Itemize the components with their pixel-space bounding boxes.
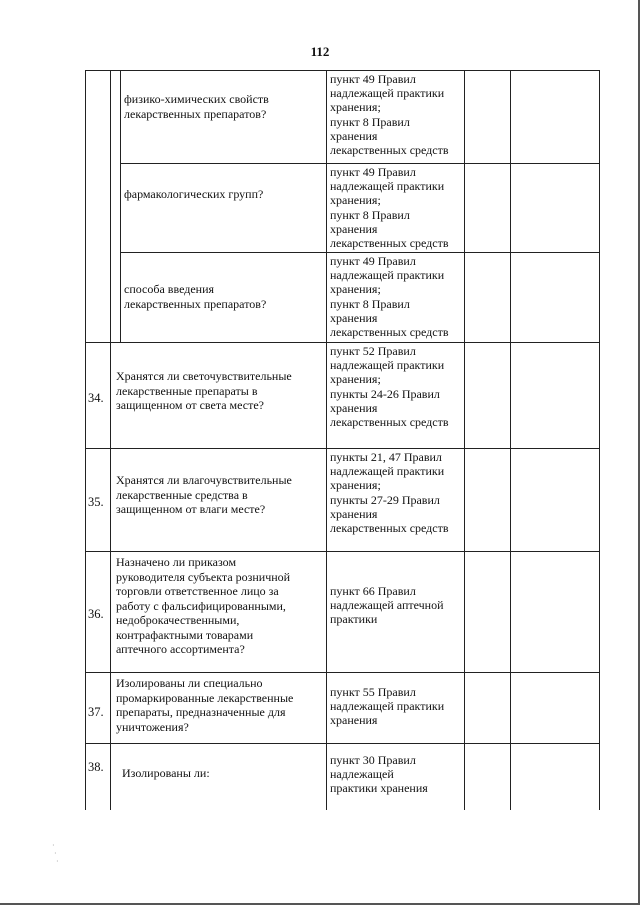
subrow-divider	[120, 252, 599, 253]
question-text: физико-химических свойств лекарственных препаратов?	[124, 92, 269, 121]
reference-column-divider	[326, 70, 327, 810]
question-text: способа введения лекарственных препаратов?	[124, 282, 267, 311]
row-divider	[85, 743, 599, 744]
question-text: Хранятся ли влагочувствительные лекарственные средства в защищенном от влаги месте?	[116, 473, 292, 516]
row-number: 36.	[88, 607, 104, 621]
reference-text: пункт 66 Правил надлежащей аптечной практики	[330, 584, 444, 627]
page-number: 112	[310, 44, 330, 59]
row-divider	[85, 448, 599, 449]
answer-yes-column-divider	[464, 70, 465, 810]
subrow-indent-line	[120, 70, 121, 342]
question-text: Изолированы ли специально промаркированные лекарственные препараты, предназначенные для уничтожения?	[116, 676, 294, 734]
reference-text: пункты 21, 47 Правил надлежащей практики хранения; пункты 27-29 Правил хранения лекарственных средств	[330, 450, 449, 536]
row-divider	[85, 672, 599, 673]
row-divider	[85, 551, 599, 552]
question-text: Назначено ли приказом руководителя субъекта розничной торговли ответственное лицо за работу с фальсифицированными, недоброкачественными, контрафактными товарами аптечного ассортимента?	[116, 555, 291, 656]
row-number: 34.	[88, 391, 104, 405]
row-divider	[85, 342, 599, 343]
question-text: Хранятся ли светочувствительные лекарственные препараты в защищенном от света месте?	[116, 369, 292, 412]
row-number: 38.	[88, 760, 104, 774]
scan-speckle: · · ·	[52, 841, 59, 866]
table-top-border	[85, 70, 599, 71]
row-number: 35.	[88, 495, 104, 509]
reference-text: пункт 49 Правил надлежащей практики хранения; пункт 8 Правил хранения лекарственных средств	[330, 165, 449, 251]
question-text: Изолированы ли:	[122, 766, 210, 780]
reference-text: пункт 49 Правил надлежащей практики хранения; пункт 8 Правил хранения лекарственных средств	[330, 254, 449, 340]
num-column-divider	[110, 70, 111, 810]
answer-no-column-divider	[510, 70, 511, 810]
subrow-divider	[120, 163, 599, 164]
table-left-border	[85, 70, 86, 810]
reference-text: пункт 55 Правил надлежащей практики хранения	[330, 685, 445, 728]
table-right-border	[599, 70, 600, 810]
reference-text: пункт 30 Правил надлежащей практики хранения	[330, 753, 428, 796]
question-text: фармакологических групп?	[124, 187, 264, 201]
reference-text: пункт 52 Правил надлежащей практики хранения; пункты 24-26 Правил хранения лекарственных средств	[330, 344, 449, 430]
row-number: 37.	[88, 705, 104, 719]
reference-text: пункт 49 Правил надлежащей практики хранения; пункт 8 Правил хранения лекарственных средств	[330, 72, 449, 158]
